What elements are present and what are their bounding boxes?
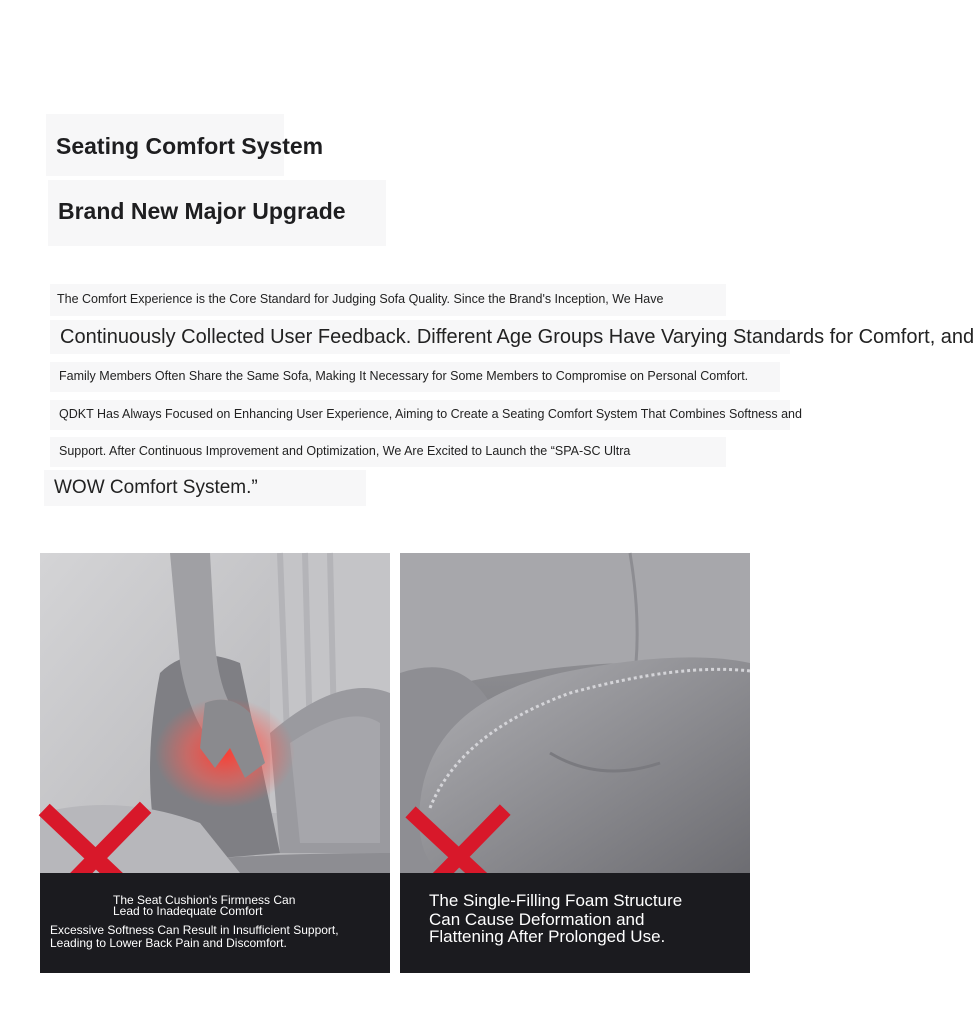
body-line-3: Family Members Often Share the Same Sofa, Making It Necessary for Some Members to Compromise on Personal Comfort.	[59, 369, 749, 383]
sofa-cushion-title-line-2: Can Cause Deformation and	[429, 910, 645, 929]
page-heading: Seating Comfort System	[56, 133, 324, 159]
body-line-1: The Comfort Experience is the Core Standard for Judging Sofa Quality. Since the Brand's Inception, We Have	[57, 292, 664, 306]
back-pain-card	[40, 553, 390, 973]
back-pain-title-line-1: The Seat Cushion's Firmness Can	[113, 893, 296, 907]
back-pain-desc-line-2: Leading to Lower Back Pain and Discomfort.	[50, 936, 287, 950]
sofa-cushion-caption	[400, 873, 750, 973]
sofa-cushion-title-line-1: The Single-Filling Foam Structure	[429, 891, 683, 910]
back-pain-desc-line-1: Excessive Softness Can Result in Insufficient Support,	[50, 923, 339, 937]
body-line-6: WOW Comfort System.”	[54, 477, 258, 498]
body-line-2: Continuously Collected User Feedback. Different Age Groups Have Varying Standards for Comfort, and	[60, 326, 974, 348]
sofa-cushion-title-line-3: Flattening After Prolonged Use.	[429, 927, 666, 946]
back-pain-caption	[40, 873, 390, 973]
sofa-cushion-card	[400, 553, 750, 973]
page-subheading: Brand New Major Upgrade	[58, 198, 346, 224]
back-pain-title-line-2: Lead to Inadequate Comfort	[113, 904, 263, 918]
body-line-4: QDKT Has Always Focused on Enhancing User Experience, Aiming to Create a Seating Comfort System That Combines Softness and	[59, 407, 802, 421]
body-line-5: Support. After Continuous Improvement and Optimization, We Are Excited to Launch the “SPA-SC Ultra	[59, 444, 631, 458]
